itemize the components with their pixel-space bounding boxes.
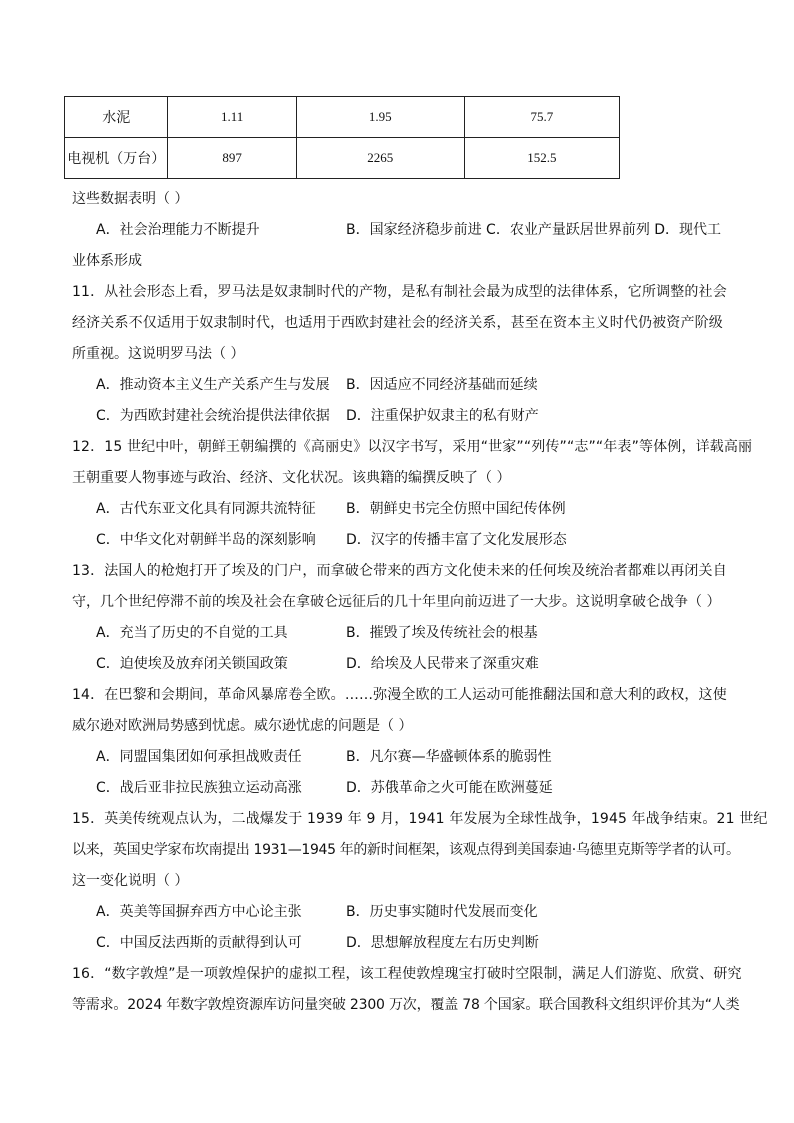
question-12-line-1: 12．15 世纪中叶，朝鲜王朝编撰的《高丽史》以汉字书写，采用“世家”“列传”“志”“年表”等体例，详载高丽 — [72, 439, 753, 455]
table-row — [65, 97, 620, 138]
q14-option-b: B．凡尔赛—华盛顿体系的脆弱性 — [346, 749, 552, 765]
table-cell: 1.95 — [296, 97, 464, 138]
statistics-table — [64, 96, 620, 179]
question-14-line-1: 14．在巴黎和会期间，革命风暴席卷全欧。……弥漫全欧的工人运动可能推翻法国和意大利的政权，这使 — [72, 687, 727, 703]
question-16-line-2: 等需求。2024 年数字敦煌资源库访问量突破 2300 万次，覆盖 78 个国家。联合国教科文组织评价其为“人类 — [72, 997, 740, 1013]
q15-option-b: B．历史事实随时代发展而变化 — [346, 904, 538, 920]
q10-option-d-continued: 业体系形成 — [72, 253, 142, 269]
table-row — [65, 138, 620, 179]
table-cell: 水泥 — [65, 97, 168, 138]
q14-option-d: D．苏俄革命之火可能在欧洲蔓延 — [346, 780, 553, 796]
q15-option-d: D．思想解放程度左右历史判断 — [346, 935, 539, 951]
q13-option-c: C．迫使埃及放弃闭关锁国政策 — [96, 656, 288, 672]
q11-option-d: D．注重保护奴隶主的私有财产 — [346, 408, 539, 424]
q10-option-a: A．社会治理能力不断提升 — [96, 222, 260, 238]
q13-option-b: B．摧毁了埃及传统社会的根基 — [346, 625, 538, 641]
question-13-line-2: 守，几个世纪停滞不前的埃及社会在拿破仑远征后的几十年里向前迈进了一大步。这说明拿破仑战争（ ） — [72, 594, 721, 610]
q11-option-a: A．推动资本主义生产关系产生与发展 — [96, 377, 330, 393]
question-11-line-3: 所重视。这说明罗马法（ ） — [72, 346, 245, 362]
q11-option-c: C．为西欧封建社会统治提供法律依据 — [96, 408, 330, 424]
table-cell: 电视机（万台） — [65, 138, 168, 179]
question-12-line-2: 王朝重要人物事迹与政治、经济、文化状况。该典籍的编撰反映了（ ） — [72, 470, 511, 486]
table-cell: 2265 — [296, 138, 464, 179]
question-14-line-2: 威尔逊对欧洲局势感到忧虑。威尔逊忧虑的问题是（ ） — [72, 718, 413, 734]
q12-option-a: A．古代东亚文化具有同源共流特征 — [96, 501, 316, 517]
q14-option-a: A．同盟国集团如何承担战败责任 — [96, 749, 302, 765]
question-15-line-1: 15．英美传统观点认为，二战爆发于 1939 年 9 月，1941 年发展为全球性战争，1945 年战争结束。21 世纪 — [72, 811, 768, 827]
table-cell: 152.5 — [464, 138, 619, 179]
question-15-line-3: 这一变化说明（ ） — [72, 873, 189, 889]
question-11-line-1: 11．从社会形态上看，罗马法是奴隶制时代的产物，是私有制社会最为成型的法律体系，它所调整的社会 — [72, 284, 727, 300]
table-cell: 75.7 — [464, 97, 619, 138]
question-10-stem: 这些数据表明（ ） — [72, 191, 189, 207]
q15-option-a: A．英美等国摒弃西方中心论主张 — [96, 904, 302, 920]
q13-option-a: A．充当了历史的不自觉的工具 — [96, 625, 288, 641]
q13-option-d: D．给埃及人民带来了深重灾难 — [346, 656, 539, 672]
q12-option-d: D．汉字的传播丰富了文化发展形态 — [346, 532, 567, 548]
question-16-line-1: 16．“数字敦煌”是一项敦煌保护的虚拟工程，该工程使敦煌瑰宝打破时空限制，满足人们游览、欣赏、研究 — [72, 966, 742, 982]
question-15-line-2: 以来，英国史学家布坎南提出 1931—1945 年的新时间框架，该观点得到美国泰迪·乌德里克斯等学者的认可。 — [72, 842, 740, 858]
question-11-line-2: 经济关系不仅适用于奴隶制时代，也适用于西欧封建社会的经济关系，甚至在资本主义时代仍被资产阶级 — [72, 315, 723, 331]
q15-option-c: C．中国反法西斯的贡献得到认可 — [96, 935, 302, 951]
table-cell: 897 — [168, 138, 296, 179]
q12-option-c: C．中华文化对朝鲜半岛的深刻影响 — [96, 532, 316, 548]
q14-option-c: C．战后亚非拉民族独立运动高涨 — [96, 780, 302, 796]
q10-option-bcd: B．国家经济稳步前进 C．农业产量跃居世界前列 D．现代工 — [346, 222, 722, 238]
q11-option-b: B．因适应不同经济基础而延续 — [346, 377, 538, 393]
question-13-line-1: 13．法国人的枪炮打开了埃及的门户，而拿破仑带来的西方文化使未来的任何埃及统治者都难以再闭关自 — [72, 563, 727, 579]
table-cell: 1.11 — [168, 97, 296, 138]
q12-option-b: B．朝鲜史书完全仿照中国纪传体例 — [346, 501, 566, 517]
